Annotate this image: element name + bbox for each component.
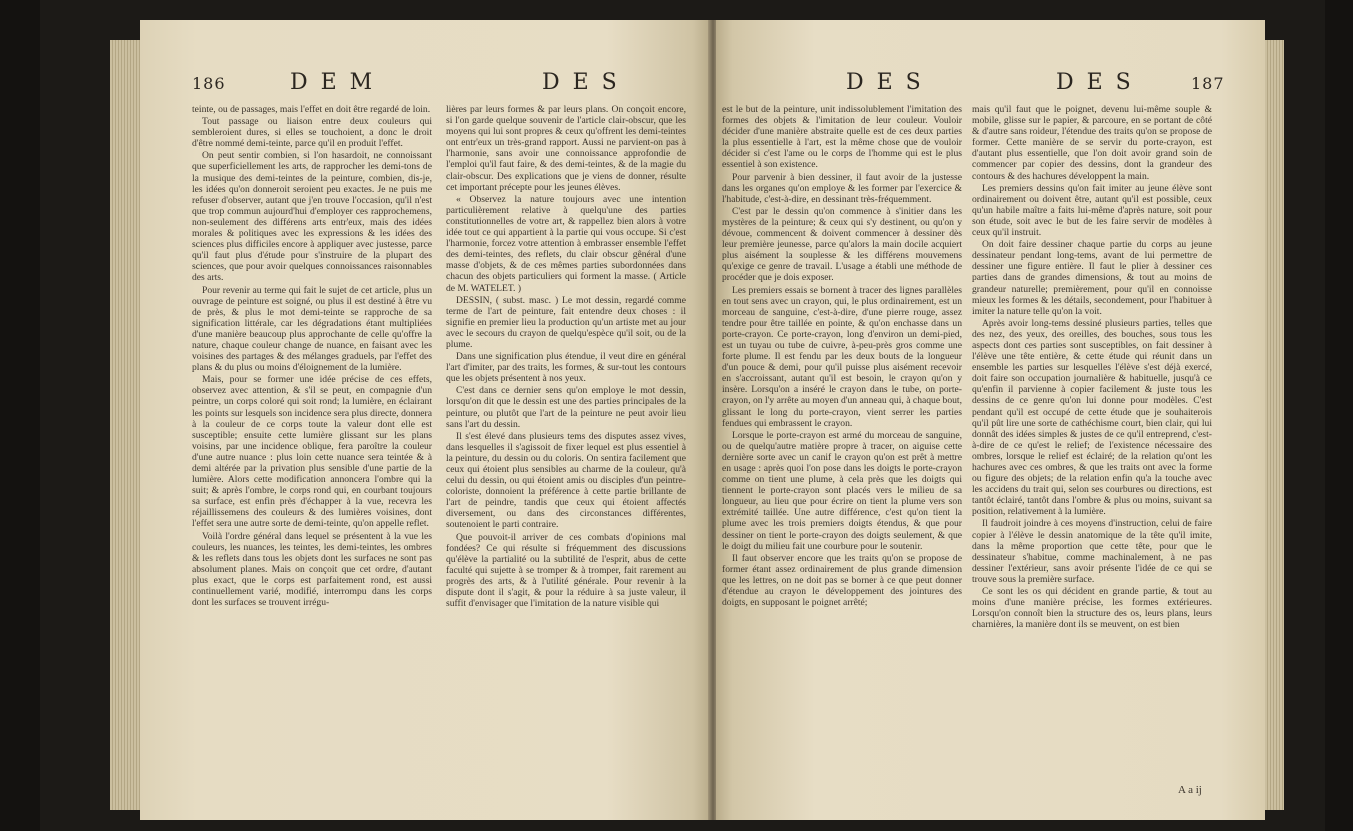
paragraph: Il s'est élevé dans plusieurs tems des disputes assez vives, dans lesquelles il s'agissoit de fixer lequel est plus essentiel à la peinture, du dessin ou du coloris. On sentira facilement que ceux qui étoient plus sensibles au charme de la couleur, qu'à celui du dessin, ou qui étoient amis ou disciples d'un peintre-coloriste, donnoient la préférence à cette partie brillante de l'art de peindre, tandis que ceux qui étoient affectés diversement, ou dans des circonstances différentes, soutenoient le parti contraire. xyxy=(446,430,686,531)
paragraph: On doit faire dessiner chaque partie du corps au jeune dessinateur pendant long-tems, avant de lui permettre de dessiner une figure entière. Il faut le plier à dessiner ces parties dans de grandes dimensions, & tout au moins de grandeur naturelle; premièrement, pour qu'il en connoisse mieux les formes & les détails, secondement, pour l'habituer à imiter la nature telle qu'on la voit. xyxy=(972,239,1212,317)
paragraph: Tout passage ou liaison entre deux couleurs qui sembleroient dures, si elles se touchoient, a donc le droit d'être nommé demi-teinte, parce qu'il en produit l'effet. xyxy=(192,116,432,150)
paragraph: Les premiers dessins qu'on fait imiter au jeune élève sont ordinairement ou doivent être, autant qu'il est possible, ceux qu'un habile maître a faits lui-même d'après nature, soit pour son étude, soit avec le but de les faire servir de modèles à ceux qu'il instruit. xyxy=(972,182,1212,239)
paragraph: est le but de la peinture, unit indissolublement l'imitation des formes des objets & l'imitation de leur couleur. Vouloir décider d'une manière abstraite quelle est de ces deux parties la plus essentielle à l'art, est la même chose que de vouloir décider si c'est l'ame ou le corps de l'homme qui est le plus essentiel à son existence. xyxy=(722,104,962,171)
right-page-header xyxy=(716,70,1265,106)
left-page-header xyxy=(140,70,710,106)
right-page xyxy=(716,20,1265,820)
paragraph: lières par leurs formes & par leurs plans. On conçoit encore, si l'on garde quelque souvenir de l'article clair-obscur, que les moyens qui lui sont propres & ceux qu'offrent les demi-teintes ont entr'eux un très-grand rapport. Aussi ne parvient-on pas à l'harmonie, sans avoir une connoissance approfondie de l'emploi qu'il faut faire, & des demi-teintes, & de la magie du clair-obscur. Des explications que je viens de donner, résulte cet important précepte pour les jeunes élèves. xyxy=(446,104,686,193)
page-number: 186 xyxy=(192,74,226,93)
paragraph: Après avoir long-tems dessiné plusieurs parties, telles que des nez, des yeux, des oreilles, des bouches, sous tous les aspects dont ces parties sont susceptibles, on fait dessiner à l'élève une tête entière, & cette étude qui réunit dans un ensemble les parties sur lesquelles l'élève s'est déjà exercé, doit faire son occupation journalière & habituelle, jusqu'à ce qu'enfin il parvienne à copier facilement & juste tous les dessins de ce genre qu'on lui donne pour modèles. C'est pendant qu'il est occupé de cette étude que je souhaiterois qu'il pût lire une sorte de cathéchisme court, bien clair, qui lui donnât des idées simples & justes de ce qu'il entreprend, c'est-à-dire de ce qu'est le relief; de l'existence nécessaire des ombres, lorsque le relief est éclairé; de la relation qu'ont les hachures avec ces ombres, & que les traits ont avec la forme ou figure des objets; de la relation enfin qu'a la touche avec les accidens du trait qui, selon ses courbures ou directions, est tantôt éclairé, tantôt dans l'ombre & plus ou moins, suivant sa position, relativement à la lumière. xyxy=(972,317,1212,518)
left-page-column-2 xyxy=(446,104,686,610)
paragraph: teinte, ou de passages, mais l'effet en doit être regardé de loin. xyxy=(192,104,431,115)
open-book xyxy=(40,0,1325,831)
paragraph: Que pouvoit-il arriver de ces combats d'opinions mal fondées? Ce qui résulte si fréquemment des discussions qu'élève la partialité ou la subtilité de l'esprit, abus de cette faculté qui sujette à se tromper & à tromper, fait rarement au progrès des arts, & à l'utilité générale. Pour revenir à la dispute dont il s'agit, & pour la réduire à sa juste valeur, il suffit d'envisager que l'imitation de la nature visible qui xyxy=(446,531,686,610)
left-page-column-1 xyxy=(192,104,432,609)
paragraph: « Observez la nature toujours avec une intention particulièrement relative à quelqu'une des parties constitutionnelles de votre art, & rappellez bien alors à votre idée tout ce qui appartient à la partie qui vous occupe. Si c'est l'harmonie, forcez votre attention à embrasser ensemble l'effet des demi-teintes, des reflets, du clair obscur gênéral d'une masse d'objets, & de ces mêmes parties subordonnées dans chacun des objets particuliers qui forment la masse. ( Article de M. WATELET. ) xyxy=(446,193,686,294)
paragraph: C'est par le dessin qu'on commence à s'initier dans les mystères de la peinture; & ceux qui s'y destinent, ou qu'on y dévoue, commencent & doivent commencer à dessiner dès leur première jeunesse, parce qu'alors la main docile acquiert plus aisément la souplesse & les différens mouvemens qu'exige ce genre de travail. L'usage a établi une méthode de procéder que je dois exposer. xyxy=(722,205,962,284)
paragraph: Lorsque le porte-crayon est armé du morceau de sanguine, ou de quelqu'autre matière propre à tracer, on aiguise cette dernière sorte avec un canif le crayon qu'on est prêt à mettre en usage : après quoi l'on pose dans les doigts le porte-crayon comme on tient une plume, à cela près que les doigts qui tiennent le porte-crayon sont placés vers le milieu de sa longueur, au lieu que pour écrire on tient la plume vers son extrémité taillée. Une autre différence, c'est qu'on tient la plume avec les trois premiers doigts étendus, & que pour dessiner on tient le porte-crayon des doigts seulement, & que le doigt du milieu fait une courbure pour le soutenir. xyxy=(722,429,962,552)
paragraph: Il faudroit joindre à ces moyens d'instruction, celui de faire copier à l'élève le dessin anatomique de la tête qu'il imite, dans la même proportion que cette tête, pour que le dessinateur s'habitue, comme machinalement, à ne pas dessiner l'extérieur, sans avoir présente l'idée de ce qui se trouve sous la première surface. xyxy=(972,518,1212,585)
paragraph: Voilà l'ordre général dans lequel se présentent à la vue les couleurs, les nuances, les teintes, les demi-teintes, les ombres & les reflets dans tous les objets dont les surfaces ne sont pas absolument planes. Mais on conçoit que cet ordre, d'autant plus exact, que le corps est parfaitement rond, est aussi continuellement varié, modifié, interrompu dans les corps dont les surfaces se trouvent irrégu- xyxy=(192,530,432,609)
paragraph: Les premiers essais se bornent à tracer des lignes parallèles en tout sens avec un crayon, qui, le plus ordinairement, est un morceau de sanguine, c'est-à-dire, d'une pierre rouge, assez tendre pour être taillée en pointe, & qu'on enchasse dans un porte-crayon. Ce porte-crayon, long d'environ un demi-pied, est un tuyau ou tube de cuivre, à-peu-près gros comme une forte plume. Il est fendu par les deux bouts de la longueur d'un pouce & demi, pour qu'il puisse plus aisément recevoir en s'accroissant, autant qu'il est besoin, le crayon qu'on y insère. Lorsqu'on a inséré le crayon dans le tube, on porte-crayon, on l'y arrête au moyen d'un anneau qui, à chaque bout, glissant le long du porte-crayon, vient serrer les parties fendues qui embrassent le crayon. xyxy=(722,284,962,429)
running-head-right: D E S xyxy=(542,70,620,95)
running-head-left: D E S xyxy=(846,70,924,95)
paragraph: Dans une signification plus étendue, il veut dire en général l'art d'imiter, par des traits, les formes, & sur-tout les contours que les objets présentent à nos yeux. xyxy=(446,351,686,385)
right-page-column-2 xyxy=(972,104,1212,631)
paragraph: Ce sont les os qui décident en grande partie, & tout au moins d'une manière précise, les formes extérieures. Lorsqu'on connoît bien la structure des os, leurs plans, leurs charnières, la manière dont ils se meuvent, on est bien xyxy=(972,586,1212,631)
page-number: 187 xyxy=(1191,74,1225,93)
running-head-left: D E M xyxy=(290,70,376,95)
page-edges-left xyxy=(110,40,142,810)
page-edges-right xyxy=(1262,40,1284,810)
paragraph: Il faut observer encore que les traits qu'on se propose de former étant assez ordinairement de plus grande dimension que les lettres, on ne doit pas se borner à ce que peut donner d'étendue au crayon le développement des jointures des doigts, en supposant le poignet arrêté; xyxy=(722,552,962,609)
paragraph: Mais, pour se former une idée précise de ces effets, observez avec attention, & s'il se peut, en compagnie d'un peintre, un corps coloré qui soit rond; la lumière, en éclairant les points sur lesquels son incidence sera plus directe, donnera à la couleur de ce corps toute la valeur dont elle est susceptible; ensuite cette lumière glissant sur les plans voisins, par une incidence oblique, fera paroître la couleur d'une autre nuance : plus loin cette nuance sera teintée & à demi altérée par la privation plus sensible d'une partie de la lumière. Alors cette modification annoncera l'ombre qui la suit; & après l'ombre, le corps rond qui, en courbant toujours sa surface, est enfin près d'échapper à la vue, recevra les réjaillissemens des couleurs & des lumières voisines, dont l'effet sera une autre sorte de demi-teinte, qu'on appelle reflet. xyxy=(192,374,432,530)
signature-mark: A a ij xyxy=(1178,784,1202,796)
left-page xyxy=(140,20,710,820)
running-head-right: D E S xyxy=(1056,70,1134,95)
paragraph: On peut sentir combien, si l'on hasardoit, ne connoissant que superficiellement les arts, de rapprocher les demi-tons de la musique des demi-teintes de la peinture, combien, dis-je, les idées qu'on donneroit seroient peu exactes. Je ne puis me refuser d'observer, autant que j'en trouve l'occasion, qu'il n'est que trop commun aujourd'hui d'employer ces rapprochemens, non-seulement des différens arts entr'eux, mais des idées morales & politiques avec les expressions & les idées des sciences plus difficiles encore à appliquer avec justesse, parce qu'il faut plus d'étude pour s'instruire de la plupart des sciences, que pour avoir quelques connoissances raisonnables des arts. xyxy=(192,150,432,284)
paragraph: C'est dans ce dernier sens qu'on employe le mot dessin, lorsqu'on dit que le dessin est une des parties principales de la peinture, ou plutôt que l'art de la peinture ne peut avoir lieu sans l'art du dessin. xyxy=(446,385,686,430)
paragraph: Pour revenir au terme qui fait le sujet de cet article, plus un ouvrage de peinture est soigné, ou plus il est destiné à être vu de près, & plus le mot demi-teinte se rapproche de sa signification littérale, car les dégradations étant multipliées d'une manière beaucoup plus approchante de celle qu'offre la nature, chaque couleur change de nuance, en faisant avec les voisines des partages & des mélanges graduels, par l'effet des plans & du plus ou moins d'éloignement de la lumière. xyxy=(192,284,432,374)
paragraph: DESSIN, ( subst. masc. ) Le mot dessin, regardé comme terme de l'art de peinture, fait entendre deux choses : il signifie en premier lieu la production qu'un artiste met au jour avec le secours du crayon de quelqu'espèce qu'il soit, ou de la plume. xyxy=(446,294,686,350)
paragraph: mais qu'il faut que le poignet, devenu lui-même souple & mobile, glisse sur le papier, & parcoure, en se portant de côté & d'autre sans roideur, l'étendue des traits qu'on se propose de former. Cette manière de se servir du porte-crayon, est d'autant plus essentielle, que l'on doit avoir grand soin de commencer par copier des dessins, dont la grandeur des contours & des hachures développent la main. xyxy=(972,104,1212,182)
paragraph: Pour parvenir à bien dessiner, il faut avoir de la justesse dans les organes qu'on employe & les former par l'exercice & l'habitude, c'est-à-dire, en dessinant très-fréquemment. xyxy=(722,171,962,205)
right-page-column-1 xyxy=(722,104,962,609)
